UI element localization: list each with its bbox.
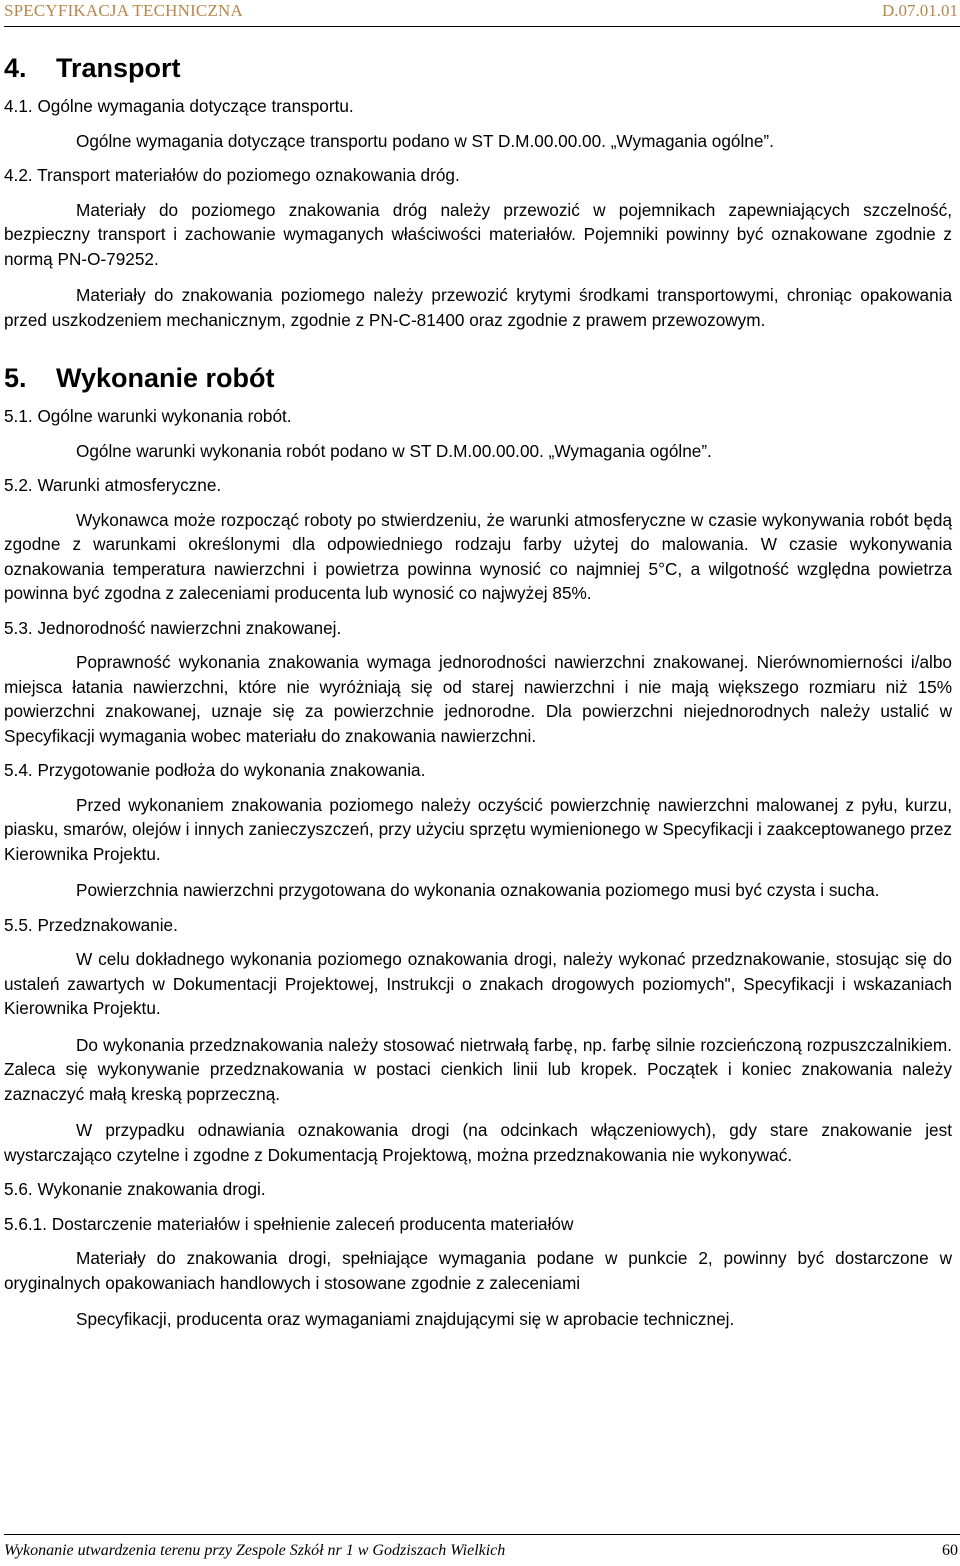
subsection-5-4: 5.4. Przygotowanie podłoża do wykonania znakowania. <box>4 760 426 780</box>
paragraph: Materiały do znakowania poziomego należy przewozić krytymi środkami transportowymi, chroniąc opakowania przed uszkodzeniem mechanicznym, zgodnie z PN-C-81400 oraz zgodnie z prawem przewozowym. <box>4 285 952 330</box>
paragraph: W celu dokładnego wykonania poziomego oznakowania drogi, należy wykonać przedznakowanie, stosując się do ustaleń zawartych w Dokumentacji Projektowej, Instrukcji o znakach drogowych poziomych", Specyfikacji i wskazaniach Kierownika Projektu. <box>4 949 952 1018</box>
subsection-4-1-text: Ogólne wymagania dotyczące transportu podano w ST D.M.00.00.00. „Wymagania ogólne”. <box>76 130 774 151</box>
paragraph: Powierzchnia nawierzchni przygotowana do wykonania oznakowania poziomego musi być czysta i sucha. <box>76 880 880 900</box>
paragraph: Wykonawca może rozpocząć roboty po stwierdzeniu, że warunki atmosferyczne w czasie wykonywania robót będą zgodne z warunkami określonymi dla odpowiedniego rodzaju farby użytej do malowania. W czasie wykonywania oznakowania temperatura nawierzchni i powietrza powinna wynosić co najmniej 5°C, a wilgotność względna powietrza powinna być zgodna z zaleceniami producenta lub wynosić co najwyżej 85%. <box>4 509 952 603</box>
subsection-5-3: 5.3. Jednorodność nawierzchni znakowanej. <box>4 617 342 638</box>
subsection-4-2: 4.2. Transport materiałów do poziomego oznakowania dróg. <box>4 165 460 185</box>
subsection-5-2: 5.2. Warunki atmosferyczne. <box>4 475 222 495</box>
subsection-5-1-text: Ogólne warunki wykonania robót podano w ST D.M.00.00.00. „Wymagania ogólne”. <box>76 440 712 461</box>
section-4-heading <box>4 52 952 84</box>
header-spec-code: D.07.01.01 <box>881 1 958 20</box>
paragraph: Przed wykonaniem znakowania poziomego należy oczyścić powierzchnię nawierzchni malowanej z pyłu, kurzu, piasku, smarów, olejów i innych zanieczyszczeń, przy użyciu sprzętu wymienionego w Specyfikacji i zaakceptowanego przez Kierownika Projektu. <box>4 794 952 864</box>
paragraph: W przypadku odnawiania oznakowania drogi (na odcinkach włączeniowych), gdy stare znakowanie jest wystarczająco czytelne i zgodne z Dokumentacją Projektową, można przedznakowania nie wykonywać. <box>4 1120 952 1165</box>
paragraph: Materiały do znakowania drogi, spełniające wymagania podane w punkcie 2, powinny być dostarczone w oryginalnych opakowaniach handlowych i stosowane zgodnie z zaleceniami <box>4 1248 952 1293</box>
page-footer <box>4 1534 960 1566</box>
subsection-4-1: 4.1. Ogólne wymagania dotyczące transportu. <box>4 96 354 116</box>
subsection-5-5: 5.5. Przedznakowanie. <box>4 914 178 935</box>
paragraph: Specyfikacji, producenta oraz wymaganiami znajdującymi się w aprobacie technicznej. <box>76 1309 735 1329</box>
paragraph: Do wykonania przedznakowania należy stosować nietrwałą farbę, np. farbę silnie rozcieńczoną rozpuszczalnikiem. Zaleca się wykonywanie przedznakowania w postaci cienkich linii lub kropek. Początek i koniec znakowania należy zaznaczyć małą kreską poprzeczną. <box>4 1034 952 1104</box>
subsection-5-6: 5.6. Wykonanie znakowania drogi. <box>4 1179 266 1199</box>
section-5-number: 5. <box>4 363 27 393</box>
subsection-5-1: 5.1. Ogólne warunki wykonania robót. <box>4 406 292 426</box>
paragraph: Materiały do poziomego znakowania dróg należy przewozić w pojemnikach zapewniających szczelność, bezpieczny transport i zachowanie wymaganych właściwości materiałów. Pojemniki powinny być oznakowane zgodnie z normą PN-O-79252. <box>4 199 952 269</box>
page-header <box>4 0 960 27</box>
paragraph: Poprawność wykonania znakowania wymaga jednorodności nawierzchni znakowanej. Nierównomierności i/albo miejsca łatania nawierzchni, które nie wyróżniają się od starej nawierzchni i nie mają większego rozmiaru niż 15% powierzchni znakowanej, uznaje się za powierzchnie jednorodne. Dla powierzchni niejednorodnych należy ustalić w Specyfikacji wymagania wobec materiału do znakowania nawierzchni. <box>4 652 952 746</box>
page-number: 60 <box>942 1542 958 1559</box>
section-4-number: 4. <box>4 53 27 83</box>
section-5-title: Wykonanie robót <box>56 363 275 393</box>
footer-project-title: Wykonanie utwardzenia terenu przy Zespole Szkół nr 1 w Godziszach Wielkich <box>4 1542 506 1559</box>
section-4-title: Transport <box>56 53 181 83</box>
section-5-heading <box>4 362 952 394</box>
document-body <box>4 52 952 1332</box>
header-spec-title: SPECYFIKACJA TECHNICZNA <box>4 1 244 20</box>
subsection-5-6-1: 5.6.1. Dostarczenie materiałów i spełnienie zaleceń producenta materiałów <box>4 1213 574 1234</box>
